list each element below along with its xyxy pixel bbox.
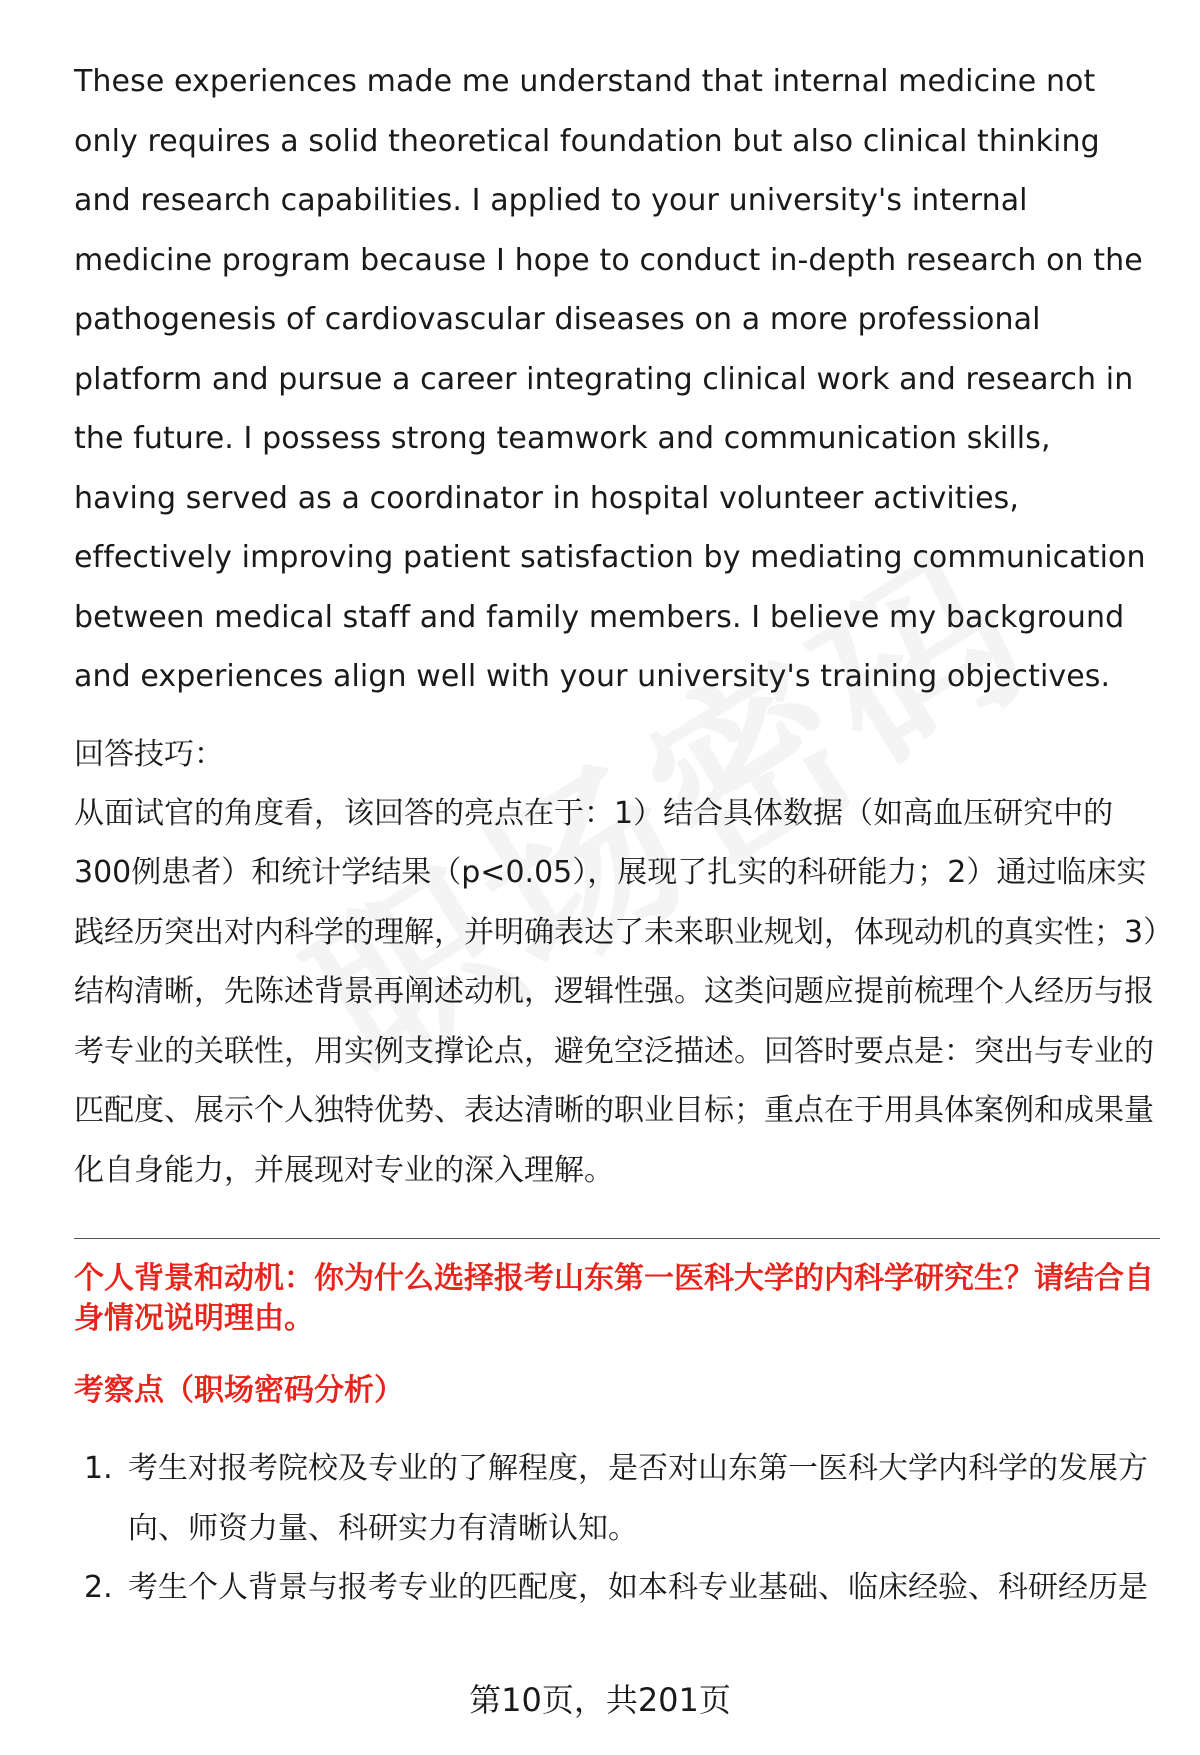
section-divider bbox=[74, 1238, 1160, 1239]
exam-points-title: 考察点（职场密码分析） bbox=[74, 1373, 404, 1408]
list-item bbox=[74, 1558, 1160, 1618]
document-page bbox=[74, 52, 1160, 1618]
question-heading: 个人背景和动机：你为什么选择报考山东第一医科大学的内科学研究生？请结合自身情况说明理由。 bbox=[74, 1261, 1154, 1336]
list-item-text: 考生对报考院校及专业的了解程度，是否对山东第一医科大学内科学的发展方向、师资力量、科研实力有清晰认知。 bbox=[128, 1451, 1148, 1546]
exam-points-list bbox=[74, 1439, 1160, 1618]
list-item-number: 1. bbox=[84, 1451, 113, 1486]
tips-body: 从面试官的角度看，该回答的亮点在于：1）结合具体数据（如高血压研究中的300例患者）和统计学结果（p<0.05），展现了扎实的科研能力；2）通过临床实践经历突出对内科学的理解，并明确表达了未来职业规划，体现动机的真实性；3）结构清晰，先陈述背景再阐述动机，逻辑性强。这类问题应提前梳理个人经历与报考专业的关联性，用实例支撑论点，避免空泛描述。回答时要点是：突出与专业的匹配度、展示个人独特优势、表达清晰的职业目标；重点在于用具体案例和成果量化自身能力，并展现对专业的深入理解。 bbox=[74, 795, 1159, 1188]
list-item-number: 2. bbox=[84, 1570, 113, 1605]
answer-paragraph-en: These experiences made me understand that internal medicine not only requires a solid theoretical foundation but also clinical thinking and research capabilities. I applied to your university's internal medicine program because I hope to conduct in-depth research on the pathogenesis of cardiovascular diseases on a more professional platform and pursue a career integrating clinical work and research in the future. I possess strong teamwork and communication skills, having served as a coordinator in hospital volunteer activities, effectively improving patient satisfaction by mediating communication between medical staff and family members. I believe my background and experiences align well with your university's training objectives. bbox=[74, 64, 1146, 694]
page-footer: 第10页，共201页 bbox=[469, 1681, 731, 1719]
tips-title: 回答技巧： bbox=[74, 736, 224, 772]
list-item-text: 考生个人背景与报考专业的匹配度，如本科专业基础、临床经验、科研经历是 bbox=[128, 1570, 1148, 1605]
list-item bbox=[74, 1439, 1160, 1558]
